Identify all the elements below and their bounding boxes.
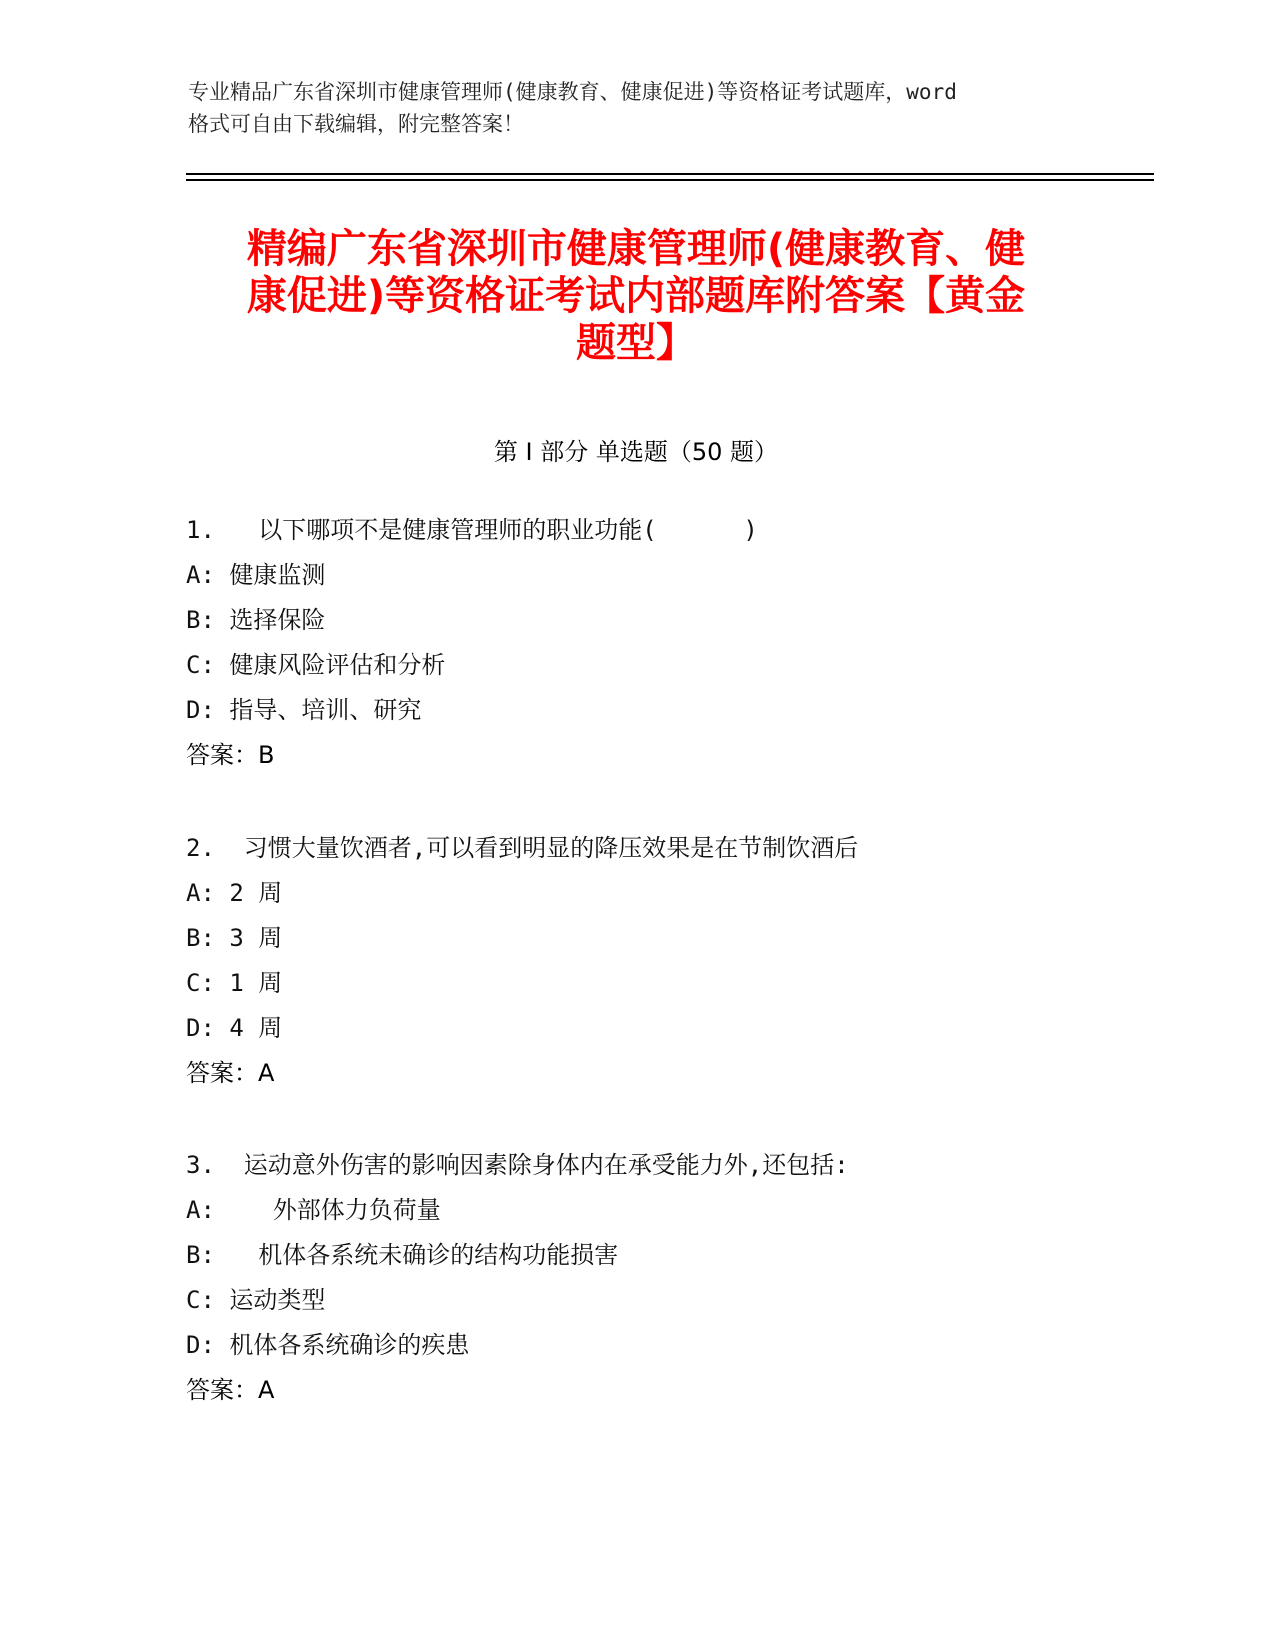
- question-stem: 1. 以下哪项不是健康管理师的职业功能( ): [186, 516, 758, 544]
- option-b: B: 3 周: [186, 924, 283, 952]
- option-c: C: 健康风险评估和分析: [186, 651, 446, 679]
- question-2: [186, 826, 1086, 1096]
- title-line-2: 康促进)等资格证考试内部题库附答案【黄金: [246, 273, 1026, 319]
- header-rule-bottom: [186, 179, 1154, 181]
- option-c: C: 1 周: [186, 969, 283, 997]
- answer-line: 答案：A: [186, 1376, 275, 1404]
- header-note-line-1: 专业精品广东省深圳市健康管理师(健康教育、健康促进)等资格证考试题库，word: [188, 80, 957, 104]
- answer-line: 答案：A: [186, 1059, 275, 1087]
- option-b: B: 机体各系统未确诊的结构功能损害: [186, 1241, 619, 1269]
- question-1: [186, 508, 1086, 778]
- question-3: [186, 1143, 1086, 1413]
- answer-line: 答案：B: [186, 741, 275, 769]
- header-note-line-2: 格式可自由下载编辑，附完整答案！: [188, 112, 524, 136]
- section-heading: 第 I 部分 单选题（50 题）: [493, 438, 779, 466]
- option-b: B: 选择保险: [186, 606, 326, 634]
- document-title: [186, 226, 1086, 367]
- option-c: C: 运动类型: [186, 1286, 326, 1314]
- question-stem: 3. 运动意外伤害的影响因素除身体内在承受能力外,还包括:: [186, 1151, 849, 1179]
- option-a: A: 健康监测: [186, 561, 326, 589]
- header-rule-top: [186, 173, 1154, 175]
- option-d: D: 4 周: [186, 1014, 283, 1042]
- title-line-3: 题型】: [576, 320, 696, 366]
- option-a: A: 2 周: [186, 879, 283, 907]
- title-line-1: 精编广东省深圳市健康管理师(健康教育、健: [246, 226, 1026, 272]
- option-d: D: 指导、培训、研究: [186, 696, 422, 724]
- question-stem: 2. 习惯大量饮酒者,可以看到明显的降压效果是在节制饮酒后: [186, 834, 859, 862]
- option-d: D: 机体各系统确诊的疾患: [186, 1331, 470, 1359]
- header-note: [188, 76, 1088, 140]
- option-a: A: 外部体力负荷量: [186, 1196, 441, 1224]
